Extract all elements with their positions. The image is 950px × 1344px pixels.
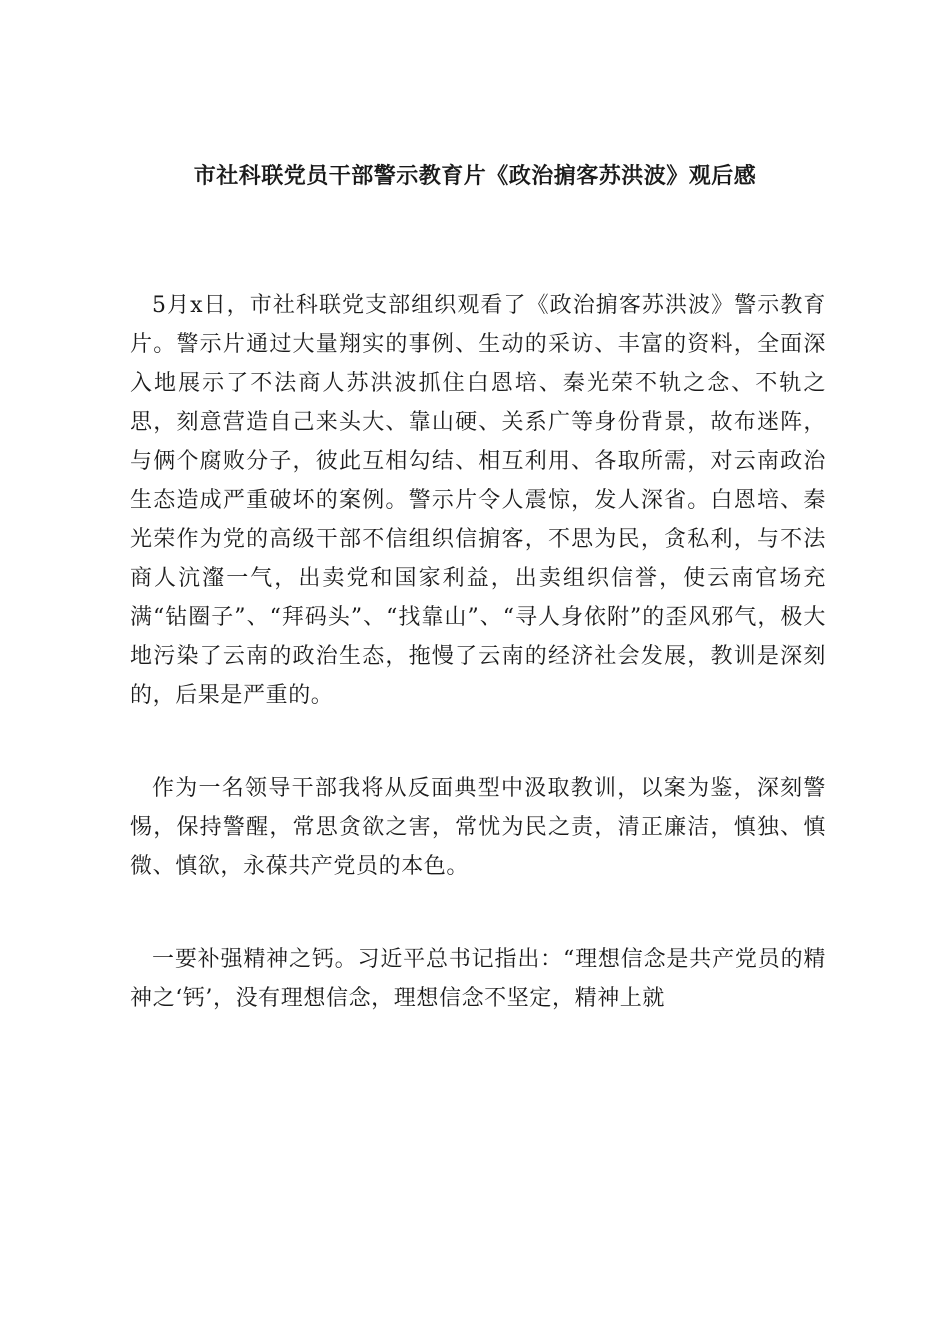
paragraph-1: 5月x日，市社科联党支部组织观看了《政治掮客苏洪波》警示教育片。警示片通过大量翔实的事例、生动的采访、丰富的资料，全面深入地展示了不法商人苏洪波抓住白恩培、秦光荣不轨之念、不轨之思，刻意营造自己来头大、靠山硬、关系广等身份背景，故布迷阵，与俩个腐败分子，彼此互相勾结、相互利用、各取所需，对云南政治生态造成严重破坏的案例。警示片令人震惊，发人深省。白恩培、秦光荣作为党的高级干部不信组织信掮客，不思为民，贪私利，与不法商人沆瀣一气，出卖党和国家利益，出卖组织信誉，使云南官场充满“钻圈子”、“拜码头”、“找靠山”、“寻人身依附”的歪风邪气，极大地污染了云南的政治生态，拖慢了云南的经济社会发展，教训是深刻的，后果是严重的。 [130,293,826,708]
document-title: 市社科联党员干部警示教育片《政治掮客苏洪波》观后感 [193,164,757,189]
paragraph-3: 一要补强精神之钙。习近平总书记指出：“理想信念是共产党员的精神之‘钙’，没有理想信念，理想信念不坚定，精神上就 [130,947,826,1011]
document-body [130,286,826,1072]
paragraph-2: 作为一名领导干部我将从反面典型中汲取教训，以案为鉴，深刻警惕，保持警醒，常思贪欲之害，常忧为民之责，清正廉洁，慎独、慎微、慎欲，永葆共产党员的本色。 [130,776,826,879]
